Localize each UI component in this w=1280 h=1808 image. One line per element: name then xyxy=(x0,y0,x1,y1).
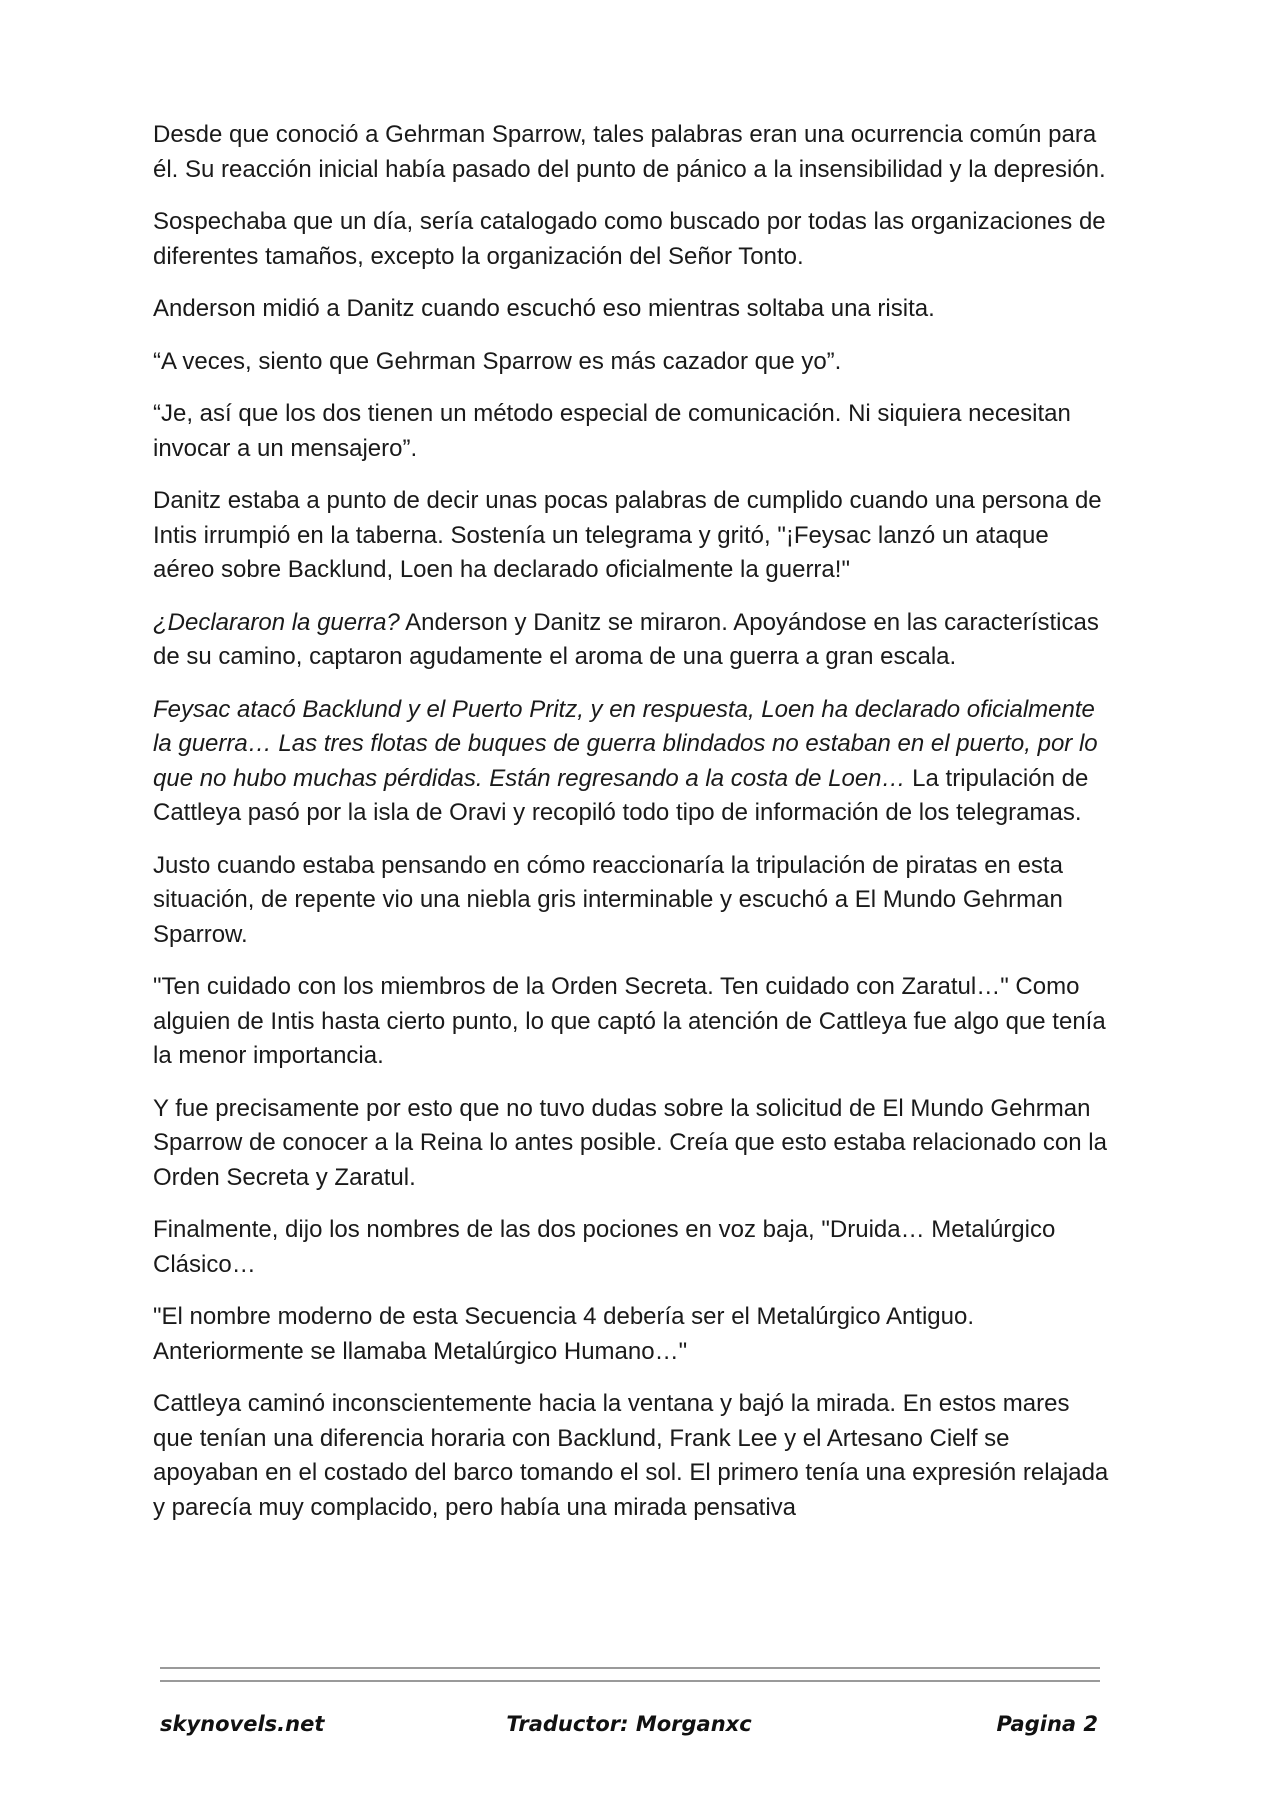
page-footer xyxy=(160,1712,1098,1742)
paragraph xyxy=(153,345,1113,380)
paragraph-italic-text: ¿Declararon la guerra? xyxy=(153,608,400,636)
paragraph xyxy=(153,1092,1113,1196)
document-body xyxy=(153,118,1113,1543)
paragraph-text: Cattleya caminó inconscientemente hacia la ventana y bajó la mirada. En estos mares que tenían una diferencia horaria con Backlund, Frank Lee y el Artesano Cielf se apoyaban en el costado del barco tomando el sol. El primero tenía una expresión relajada y parecía muy complacido, pero había una mirada pensativa xyxy=(153,1390,1109,1521)
paragraph-text: Danitz estaba a punto de decir unas pocas palabras de cumplido cuando una persona de Intis irrumpió en la taberna. Sostenía un telegrama y gritó, "¡Feysac lanzó un ataque aéreo sobre Backlund, Loen ha declarado oficialmente la guerra!" xyxy=(153,487,1102,583)
paragraph-text: “Je, así que los dos tienen un método especial de comunicación. Ni siquiera necesitan invocar a un mensajero”. xyxy=(153,400,1071,462)
footer-rule-bottom xyxy=(160,1680,1100,1682)
footer-translator: Traductor: Morganxc xyxy=(506,1712,752,1736)
paragraph xyxy=(153,606,1113,675)
paragraph-text: Y fue precisamente por esto que no tuvo dudas sobre la solicitud de El Mundo Gehrman Sparrow de conocer a la Reina lo antes posible. Creía que esto estaba relacionado con la Orden Secreta y Zaratul. xyxy=(153,1094,1107,1191)
paragraph-text: Anderson y Danitz se miraron. Apoyándose en las características de su camino, captaron agudamente el aroma de una guerra a gran escala. xyxy=(153,608,1099,670)
paragraph xyxy=(153,849,1113,953)
paragraph-text: La tripulación de Cattleya pasó por la isla de Oravi y recopiló todo tipo de información de los telegramas. xyxy=(153,764,1089,826)
paragraph-text: "El nombre moderno de esta Secuencia 4 debería ser el Metalúrgico Antiguo. Anteriormente se llamaba Metalúrgico Humano…" xyxy=(153,1303,975,1365)
paragraph-italic-text: Feysac atacó Backlund y el Puerto Pritz, y en respuesta, Loen ha declarado oficialmente la guerra… Las tres flotas de buques de guerra blindados no estaban en el puerto, por lo que no hubo muchas pérdidas. Están regresando a la costa de Loen… xyxy=(153,695,1098,792)
footer-rule-top xyxy=(160,1667,1100,1669)
paragraph xyxy=(153,484,1113,588)
paragraph xyxy=(153,397,1113,466)
paragraph xyxy=(153,205,1113,274)
paragraph-text: Finalmente, dijo los nombres de las dos pociones en voz baja, "Druida… Metalúrgico Clásico… xyxy=(153,1216,1056,1278)
footer-divider xyxy=(160,1667,1100,1683)
paragraph-text: Desde que conoció a Gehrman Sparrow, tales palabras eran una ocurrencia común para él. Su reacción inicial había pasado del punto de pánico a la insensibilidad y la depresión. xyxy=(153,121,1106,183)
footer-site: skynovels.net xyxy=(160,1712,325,1736)
paragraph xyxy=(153,693,1113,831)
paragraph-text: “A veces, siento que Gehrman Sparrow es más cazador que yo”. xyxy=(153,347,842,375)
paragraph-text: Anderson midió a Danitz cuando escuchó eso mientras soltaba una risita. xyxy=(153,295,935,322)
paragraph-text: "Ten cuidado con los miembros de la Orden Secreta. Ten cuidado con Zaratul…" Como alguien de Intis hasta cierto punto, lo que captó la atención de Cattleya fue algo que tenía la menor importancia. xyxy=(153,973,1106,1069)
footer-page-number: Pagina 2 xyxy=(996,1712,1098,1736)
paragraph xyxy=(153,292,1113,327)
paragraph xyxy=(153,118,1113,187)
paragraph xyxy=(153,970,1113,1074)
paragraph xyxy=(153,1213,1113,1282)
paragraph-text: Justo cuando estaba pensando en cómo reaccionaría la tripulación de piratas en esta situación, de repente vio una niebla gris interminable y escuchó a El Mundo Gehrman Sparrow. xyxy=(153,851,1063,948)
paragraph xyxy=(153,1300,1113,1369)
paragraph-text: Sospechaba que un día, sería catalogado como buscado por todas las organizaciones de diferentes tamaños, excepto la organización del Señor Tonto. xyxy=(153,208,1106,270)
paragraph xyxy=(153,1387,1113,1525)
